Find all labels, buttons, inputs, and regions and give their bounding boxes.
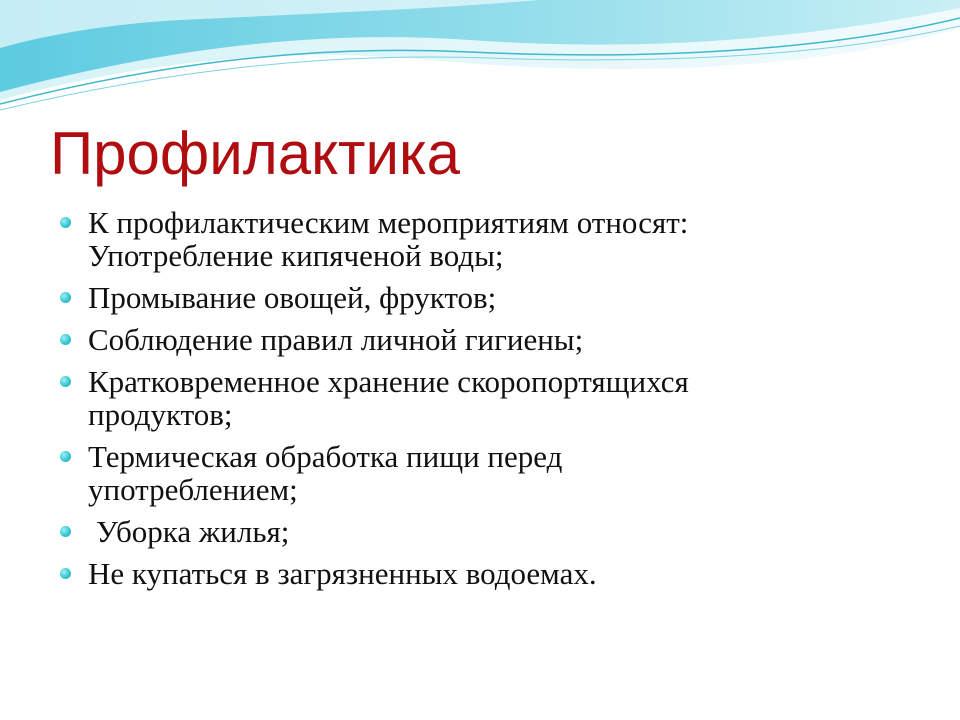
bullet-dot-icon	[60, 451, 71, 462]
bullet-dot-icon	[60, 526, 71, 537]
bullet-item-no-swimming	[60, 557, 930, 590]
bullet-text: Употребление кипяченой воды;	[88, 238, 504, 273]
bullet-dot-icon	[60, 292, 71, 303]
bullet-text: К профилактическим мероприятиям относят:	[88, 205, 689, 240]
bullet-dot-icon	[60, 376, 71, 387]
bullet-item-washing-vegetables	[60, 281, 930, 314]
bullet-text: употреблением;	[88, 472, 298, 507]
bullet-text: Уборка жилья;	[96, 514, 290, 549]
header-wave-decoration	[0, 0, 960, 120]
bullet-text: продуктов;	[88, 397, 233, 432]
bullet-item-prevention-measures	[60, 206, 930, 272]
bullet-item-personal-hygiene	[60, 323, 930, 356]
slide-title: Профилактика	[50, 120, 460, 187]
bullet-list	[60, 206, 930, 599]
bullet-text: Термическая обработка пищи перед	[88, 439, 563, 474]
bullet-item-heat-treatment	[60, 440, 930, 506]
bullet-text: Кратковременное хранение скоропортящихся	[88, 364, 689, 399]
bullet-dot-icon	[60, 217, 71, 228]
bullet-dot-icon	[60, 568, 71, 579]
bullet-text: Соблюдение правил личной гигиены;	[88, 322, 584, 357]
bullet-item-house-cleaning	[60, 515, 930, 548]
bullet-text: Промывание овощей, фруктов;	[88, 280, 497, 315]
bullet-item-short-storage	[60, 365, 930, 431]
bullet-text: Не купаться в загрязненных водоемах.	[88, 556, 597, 591]
bullet-dot-icon	[60, 334, 71, 345]
